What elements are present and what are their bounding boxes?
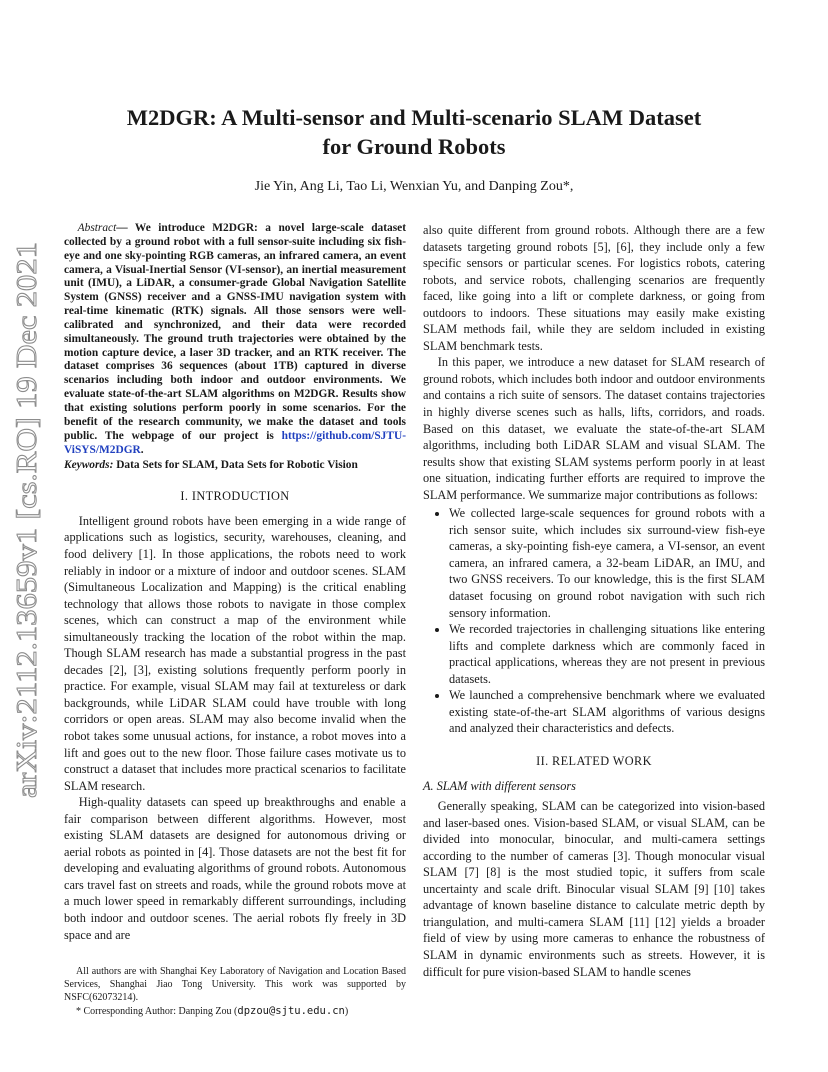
footnotes xyxy=(64,965,406,1018)
footnote-corr-prefix: * Corresponding Author: Danping Zou ( xyxy=(76,1005,238,1017)
contribution-list xyxy=(423,505,765,737)
footnote-affiliation: All authors are with Shanghai Key Laboratory of Navigation and Location Based Services, Shanghai Jiao Tong University. This work was supported by NSFC(62073214). xyxy=(64,966,406,1004)
related-paragraph-1: Generally speaking, SLAM can be categorized into vision-based and laser-based ones. Vision-based SLAM, or visual SLAM, can be divided into monocular, binocular, and multi-camera settings according to the number of cameras [3]. Though monocular visual SLAM [7] [8] is the most studied topic, it suffers from scale uncertainty and scale drift. Binocular visual SLAM [9] [10] takes advantage of known baseline distance to calculate metric depth by triangulation, and multi-camera SLAM [11] [12] yields a broader field of view by using more cameras to enhance the robustness of SLAM in dynamic environments such as streets. However, it is difficult for pure vision-based SLAM to handle scenes xyxy=(423,799,765,979)
arxiv-stamp-text: arXiv:2112.13659v1 [cs.RO] 19 Dec 2021 xyxy=(11,304,43,798)
contribution-item: • We recorded trajectories in challenging situations like entering lifts and complete darkness which are commonly faced in practical applications, whereas they are not present in previous datasets. xyxy=(449,621,765,687)
left-column xyxy=(64,222,406,943)
right-column xyxy=(423,222,765,980)
contribution-item: • We collected large-scale sequences for ground robots with a rich sensor suite, which includes six surround-view fish-eye cameras, a sky-pointing fish-eye camera, a VI-sensor, an event camera, an infrared camera, a 32-beam LiDAR, an IMU, and two GNSS receivers. To our knowledge, this is the first SLAM dataset focusing on ground robot navigation with such rich sensory information. xyxy=(449,505,765,621)
intro-paragraph-1: Intelligent ground robots have been emerging in a wide range of applications such as logistics, security, warehouses, cleaning, and food delivery [1]. In those applications, the robots need to work reliably in indoor or a mixture of indoor and outdoor scenes. SLAM (Simultaneous Localization and Mapping) is the critical enabling technology that allows those robots to navigate in those complex scenes, which can construct a map of the environment while simultaneously tracking the location of the robot within the map. Though SLAM research has made a substantial progress in the past decades [2], [3], existing solutions frequently perform poorly in practice. For example, visual SLAM may fail at textureless or dark backgrounds, while LiDAR SLAM could have trouble with long corridors or open areas. SLAM may also become invalid when the robot takes some unusual actions, for instance, a robot moves into a lift and goes out to the new floor. Those failure cases motivate us to construct a dataset that includes more practical scenarios to facilitate SLAM research. xyxy=(64,513,406,793)
subsection-a-heading: A. SLAM with different sensors xyxy=(423,778,576,793)
footnote-corresponding xyxy=(64,1005,406,1018)
keywords xyxy=(64,458,406,472)
paper-title xyxy=(80,103,748,161)
footnote-email[interactable]: dpzou@sjtu.edu.cn xyxy=(237,1004,345,1017)
abstract-end: . xyxy=(140,443,144,456)
section-2-heading: II. RELATED WORK xyxy=(536,753,652,768)
keywords-label: Keywords: xyxy=(64,459,114,472)
right-paragraph-2: In this paper, we introduce a new dataset for SLAM research of ground robots, which includes both indoor and outdoor environments and contains a rich suite of sensors. The dataset contains trajectories in highly diverse scenes such as halls, lifts, corridors, and roads. Based on this dataset, we evaluate the state-of-the-art SLAM algorithms, including both LiDAR SLAM and visual SLAM. The results show that existing SLAM systems perform poorly in at least one situation, indicating further efforts are required to improve the SLAM performance. We summarize major contributions as follows: xyxy=(423,355,765,502)
section-1-heading: I. INTRODUCTION xyxy=(180,489,290,504)
footnote-corr-suffix: ) xyxy=(344,1005,349,1017)
arxiv-side-stamp xyxy=(6,240,46,800)
abstract-label: Abstract xyxy=(77,222,117,234)
title-line-1: M2DGR: A Multi-sensor and Multi-scenario SLAM Dataset xyxy=(126,105,702,130)
right-paragraph-1: also quite different from ground robots. Although there are a few datasets targeting ground robots [5], [6], they include only a few specific sensors or particular scenes. For logistics robots, catering robots, and service robots, challenging scenarios are frequently faced, like going into a lift or complete darkness, or going from outdoors to indoors. These situations may easily make existing SLAM methods fail, while they are seldom included in existing SLAM benchmark tests. xyxy=(423,223,765,353)
author-list: Jie Yin, Ang Li, Tao Li, Wenxian Yu, and Danping Zou*, xyxy=(254,179,574,194)
title-line-2: for Ground Robots xyxy=(322,134,506,159)
keywords-text: Data Sets for SLAM, Data Sets for Robotic Vision xyxy=(113,459,358,472)
arxiv-stamp-svg xyxy=(6,240,46,800)
abstract-text: — We introduce M2DGR: a novel large-scale dataset collected by a ground robot with a full sensor-suite including six fish-eye and one sky-pointing RGB cameras, an infrared camera, an event camera, a Visual-Inertial Sensor (VI-sensor), an inertial measurement unit (IMU), a LiDAR, a consumer-grade Global Navigation Satellite System (GNSS) receiver and a GNSS-IMU navigation system with real-time kinematic (RTK) signals. All those sensors were well-calibrated and synchronized, and their data were recorded simultaneously. The ground truth trajectories were obtained by the motion capture device, a laser 3D tracker, and an RTK receiver. The dataset comprises 36 sequences (about 1TB) captured in diverse scenarios including both indoor and outdoor environments. We evaluate state-of-the-art SLAM algorithms on M2DGR. Results show that existing solutions perform poorly in some scenarios. For the benefit of the research community, we make the dataset and tools public. The webpage of our project is xyxy=(64,222,406,442)
intro-paragraph-2: High-quality datasets can speed up breakthroughs and enable a fair comparison between different algorithms. However, most existing SLAM datasets are designed for autonomous driving or aerial robots as pointed in [4]. Those datasets are not the best fit for developing and evaluating algorithms of ground robots. Autonomous cars travel fast on streets and roads, while the ground robots move at a much lower speed in remarkably different surroundings, including both indoor and outdoor scenes. The aerial robots fly freely in 3D space and are xyxy=(64,795,406,942)
project-link[interactable]: https://github.com/SJTU-ViSYS/M2DGR xyxy=(64,429,406,456)
contribution-item: • We launched a comprehensive benchmark where we evaluated existing state-of-the-art SLAM algorithms of various designs and analyzed their characteristics and defects. xyxy=(449,687,765,737)
abstract xyxy=(64,222,406,457)
